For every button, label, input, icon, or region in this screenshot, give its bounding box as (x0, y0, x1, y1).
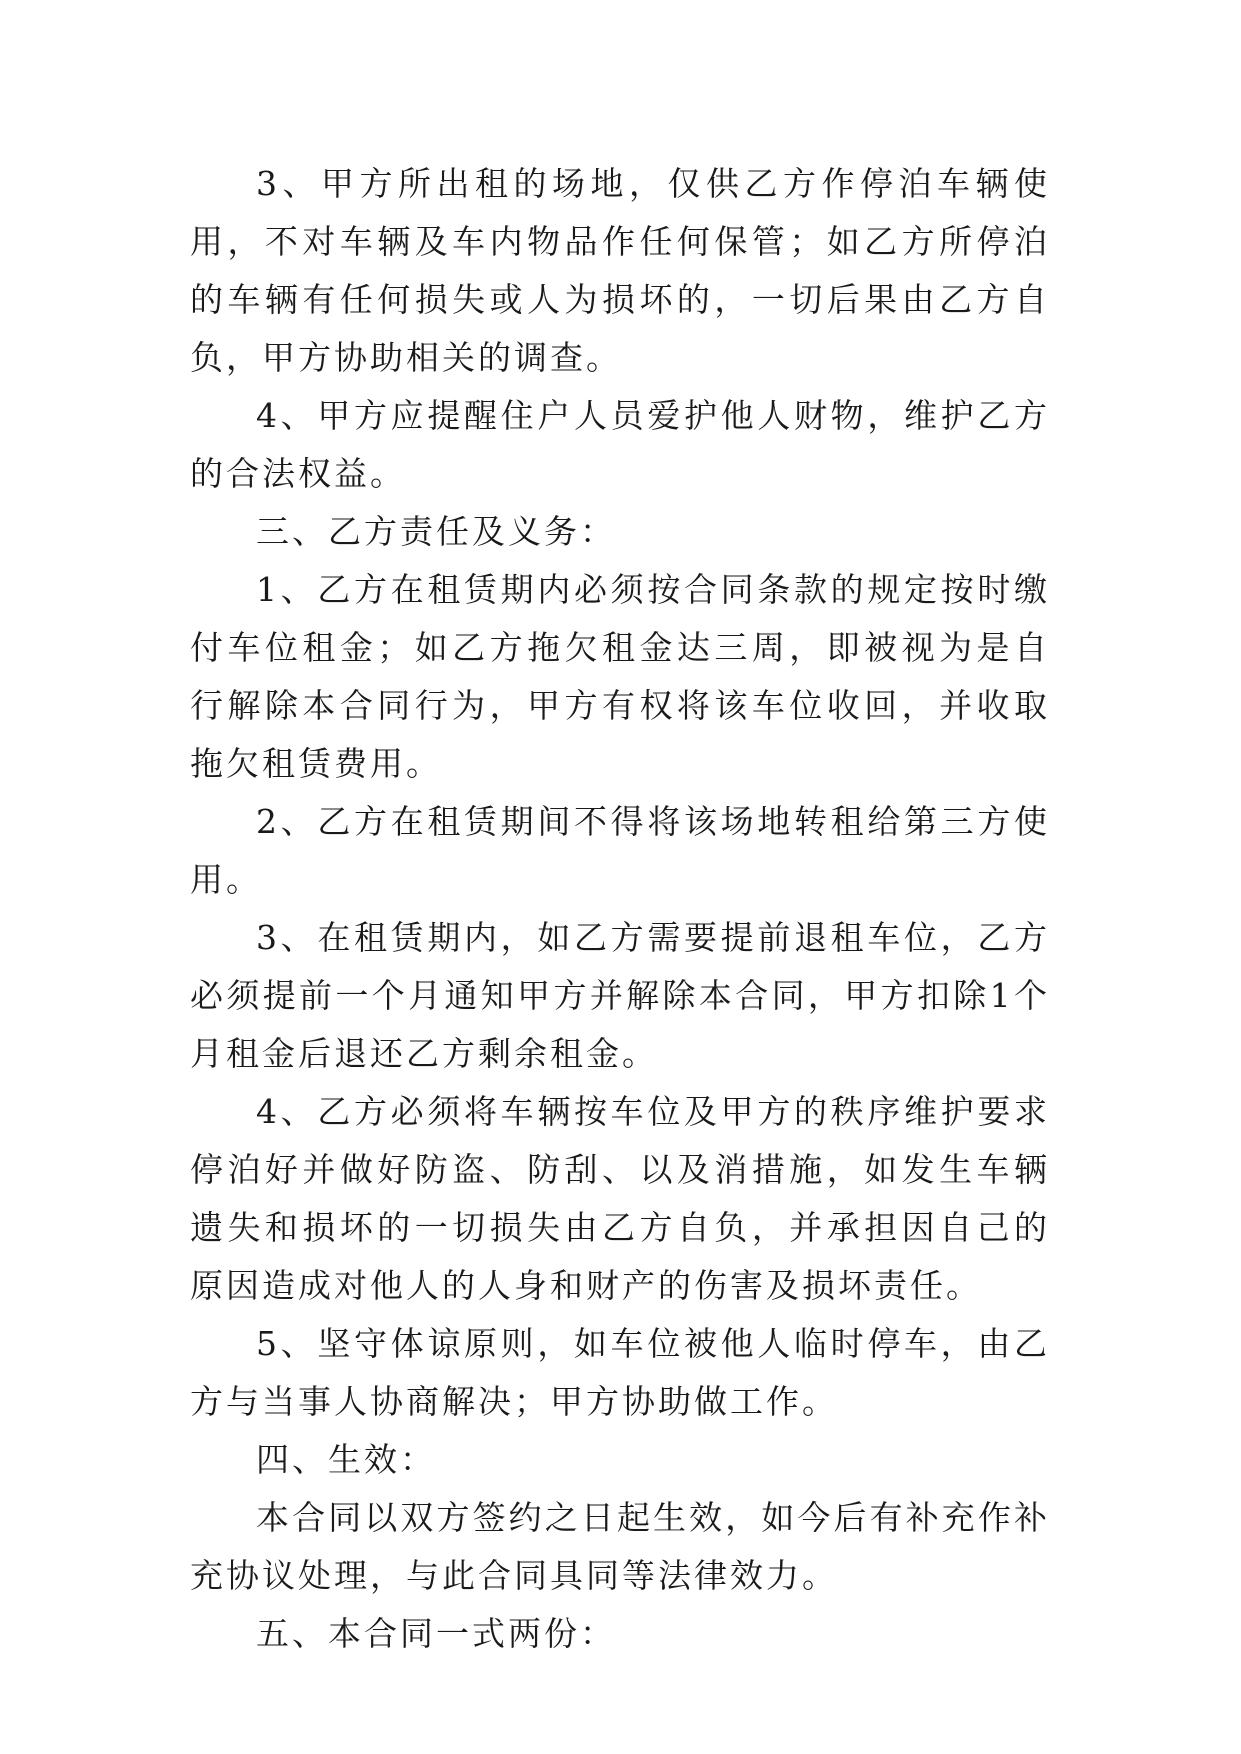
section-heading-effectiveness: 四、生效： (256, 1440, 436, 1479)
clause-party-b-4: 4、乙方必须将车辆按车位及甲方的秩序维护要求停泊好并做好防盗、防刮、以及消措施，如发生车辆遗失和损坏的一切损失由乙方自负，并承担因自己的原因造成对他人的人身和财产的伤害及损坏责任。 (190, 1092, 1050, 1305)
clause-effectiveness: 本合同以双方签约之日起生效，如今后有补充作补充协议处理，与此合同具同等法律效力。 (190, 1498, 1050, 1595)
section-heading-copies: 五、本合同一式两份： (256, 1614, 616, 1653)
clause-party-b-2: 2、乙方在租赁期间不得将该场地转租给第三方使用。 (190, 802, 1050, 899)
clause-party-b-1: 1、乙方在租赁期内必须按合同条款的规定按时缴付车位租金；如乙方拖欠租金达三周，即被视为是自行解除本合同行为，甲方有权将该车位收回，并收取拖欠租赁费用。 (190, 570, 1050, 783)
clause-party-a-4: 4、甲方应提醒住户人员爱护他人财物，维护乙方的合法权益。 (190, 396, 1050, 493)
contract-body (190, 155, 1050, 1663)
clause-party-b-5: 5、坚守体谅原则，如车位被他人临时停车，由乙方与当事人协商解决；甲方协助做工作。 (190, 1324, 1050, 1421)
clause-party-a-3: 3、甲方所出租的场地，仅供乙方作停泊车辆使用，不对车辆及车内物品作任何保管；如乙方所停泊的车辆有任何损失或人为损坏的，一切后果由乙方自负，甲方协助相关的调查。 (190, 164, 1050, 377)
section-heading-party-b-duties: 三、乙方责任及义务： (256, 512, 616, 551)
clause-party-b-3: 3、在租赁期内，如乙方需要提前退租车位，乙方必须提前一个月通知甲方并解除本合同，甲方扣除1个月租金后退还乙方剩余租金。 (190, 918, 1050, 1073)
